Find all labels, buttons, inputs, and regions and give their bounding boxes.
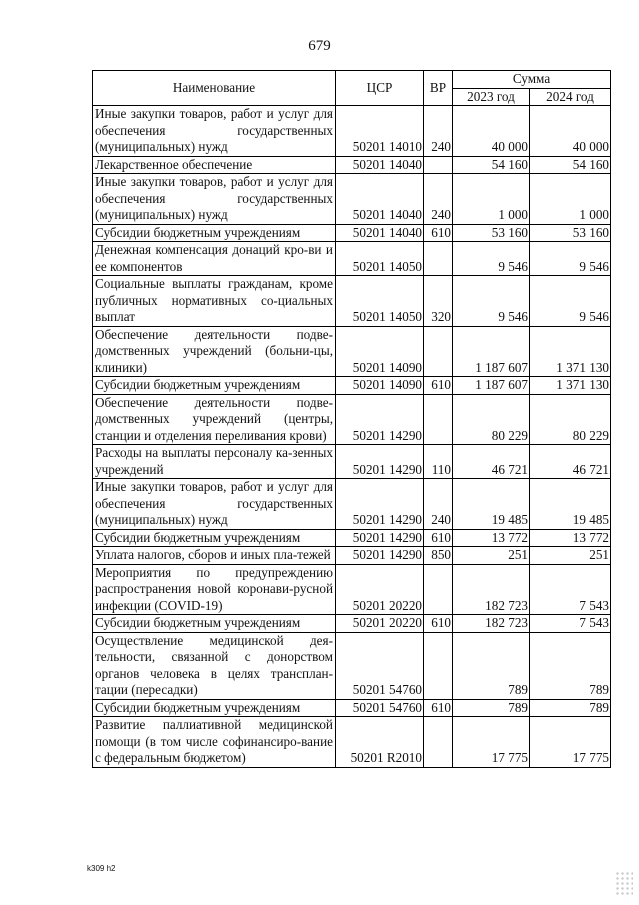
row-2024: 7 543 [530,615,611,633]
table-row [93,326,611,377]
row-vr: 110 [424,445,453,479]
row-vr: 610 [424,377,453,395]
row-2023: 54 160 [453,156,530,174]
row-name: Субсидии бюджетным учреждениям [93,529,336,547]
row-name: Субсидии бюджетным учреждениям [93,377,336,395]
row-vr: 850 [424,547,453,565]
row-csr: 50201 14040 [336,224,424,242]
row-2023: 13 772 [453,529,530,547]
header-2023: 2023 год [453,88,530,106]
row-2023: 9 546 [453,276,530,327]
row-vr: 240 [424,479,453,530]
row-2024: 54 160 [530,156,611,174]
row-name: Осуществление медицинской дея-тельности, связанной с донорством органов человека в целях трансплан-тации (пересадки) [93,632,336,699]
table-row [93,529,611,547]
row-vr: 320 [424,276,453,327]
row-name: Субсидии бюджетным учреждениям [93,224,336,242]
row-vr [424,564,453,615]
row-2023: 1 187 607 [453,326,530,377]
footer-code: k309 h2 [87,864,116,873]
row-vr: 610 [424,699,453,717]
header-sum: Сумма [453,71,611,89]
row-name: Иные закупки товаров, работ и услуг для обеспечения государственных (муниципальных) нужд [93,106,336,157]
row-2024: 13 772 [530,529,611,547]
row-2024: 46 721 [530,445,611,479]
row-name: Уплата налогов, сборов и иных пла-тежей [93,547,336,565]
table-row [93,547,611,565]
table-row [93,242,611,276]
row-csr: 50201 R2010 [336,717,424,768]
row-2024: 80 229 [530,394,611,445]
row-csr: 50201 14290 [336,529,424,547]
row-vr [424,156,453,174]
row-2024: 53 160 [530,224,611,242]
page-number: 679 [308,38,331,54]
header-name: Наименование [93,71,336,106]
row-name: Обеспечение деятельности подве-домственных учреждений (больни-цы, клиники) [93,326,336,377]
row-2023: 251 [453,547,530,565]
header-row [93,71,611,89]
row-vr [424,717,453,768]
row-2023: 53 160 [453,224,530,242]
row-csr: 50201 20220 [336,564,424,615]
row-csr: 50201 14040 [336,174,424,225]
row-2024: 9 546 [530,242,611,276]
row-2024: 789 [530,632,611,699]
row-name: Денежная компенсация донаций кро-ви и ее компонентов [93,242,336,276]
table-row [93,106,611,157]
row-csr: 50201 14290 [336,547,424,565]
row-vr: 240 [424,106,453,157]
table-row [93,174,611,225]
row-vr: 240 [424,174,453,225]
header-vr: ВР [424,71,453,106]
row-name: Иные закупки товаров, работ и услуг для обеспечения государственных (муниципальных) нужд [93,479,336,530]
row-csr: 50201 14090 [336,377,424,395]
row-2023: 182 723 [453,615,530,633]
row-name: Субсидии бюджетным учреждениям [93,699,336,717]
row-vr [424,394,453,445]
table-row [93,632,611,699]
table-row [93,717,611,768]
budget-table [92,70,611,768]
row-2024: 17 775 [530,717,611,768]
row-2024: 7 543 [530,564,611,615]
row-name: Развитие паллиативной медицинской помощи (в том числе софинансиро-вание с федеральным бюджетом) [93,717,336,768]
row-csr: 50201 54760 [336,699,424,717]
row-2023: 789 [453,632,530,699]
row-2024: 40 000 [530,106,611,157]
table-row [93,224,611,242]
row-2023: 40 000 [453,106,530,157]
row-name: Расходы на выплаты персоналу ка-зенных учреждений [93,445,336,479]
row-csr: 50201 14290 [336,479,424,530]
table-row [93,394,611,445]
row-2024: 19 485 [530,479,611,530]
row-csr: 50201 14290 [336,394,424,445]
row-vr: 610 [424,529,453,547]
row-2024: 1 000 [530,174,611,225]
row-2024: 1 371 130 [530,377,611,395]
row-2024: 9 546 [530,276,611,327]
row-name: Иные закупки товаров, работ и услуг для обеспечения государственных (муниципальных) нужд [93,174,336,225]
row-2023: 46 721 [453,445,530,479]
row-csr: 50201 54760 [336,632,424,699]
row-csr: 50201 20220 [336,615,424,633]
row-2023: 80 229 [453,394,530,445]
row-vr [424,242,453,276]
row-name: Лекарственное обеспечение [93,156,336,174]
row-2023: 1 187 607 [453,377,530,395]
row-name: Социальные выплаты гражданам, кроме публичных нормативных со-циальных выплат [93,276,336,327]
row-2023: 1 000 [453,174,530,225]
row-vr [424,632,453,699]
row-2023: 182 723 [453,564,530,615]
row-vr [424,326,453,377]
row-name: Мероприятия по предупреждению распространения новой коронави-русной инфекции (COVID-19) [93,564,336,615]
row-csr: 50201 14050 [336,276,424,327]
row-vr: 610 [424,224,453,242]
table-row [93,699,611,717]
row-2024: 789 [530,699,611,717]
scan-speck [615,871,633,895]
row-csr: 50201 14050 [336,242,424,276]
table-row [93,564,611,615]
row-2023: 17 775 [453,717,530,768]
table-row [93,276,611,327]
row-csr: 50201 14040 [336,156,424,174]
row-csr: 50201 14290 [336,445,424,479]
header-csr: ЦСР [336,71,424,106]
table-row [93,445,611,479]
row-2024: 251 [530,547,611,565]
table-row [93,377,611,395]
header-2024: 2024 год [530,88,611,106]
row-2024: 1 371 130 [530,326,611,377]
row-name: Субсидии бюджетным учреждениям [93,615,336,633]
row-vr: 610 [424,615,453,633]
table-row [93,156,611,174]
row-2023: 19 485 [453,479,530,530]
row-2023: 789 [453,699,530,717]
row-name: Обеспечение деятельности подве-домственных учреждений (центры, станции и отделения переливания крови) [93,394,336,445]
table-row [93,479,611,530]
table-row [93,615,611,633]
row-csr: 50201 14090 [336,326,424,377]
row-2023: 9 546 [453,242,530,276]
row-csr: 50201 14010 [336,106,424,157]
